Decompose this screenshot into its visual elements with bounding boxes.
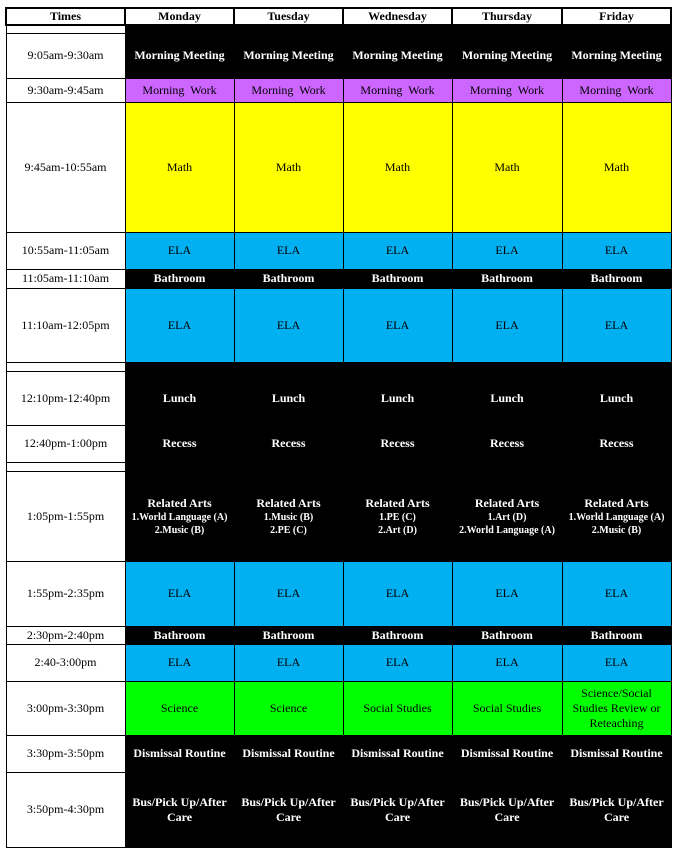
schedule-row [6, 269, 671, 288]
separator-cell [343, 25, 452, 33]
schedule-row [6, 772, 671, 847]
activity-cell-monday: Science [125, 681, 234, 735]
day-header-monday: Monday [125, 8, 234, 25]
activity-cell-monday: Lunch [125, 371, 234, 425]
schedule-row [6, 102, 671, 232]
schedule-row [6, 681, 671, 735]
activity-cell-monday: ELA [125, 232, 234, 269]
activity-cell-friday: ELA [562, 232, 671, 269]
activity-cell-thursday: Bus/Pick Up/After Care [452, 772, 562, 847]
separator-cell [234, 462, 343, 471]
related-arts-title: Related Arts [147, 495, 212, 510]
time-cell: 12:10pm-12:40pm [6, 371, 125, 425]
separator-row [6, 462, 671, 471]
schedule-row [6, 232, 671, 269]
activity-cell-monday: Morning Work [125, 78, 234, 102]
activity-cell-friday: ELA [562, 644, 671, 681]
activity-cell-thursday: Bathroom [452, 626, 562, 644]
activity-cell-friday: ELA [562, 561, 671, 626]
separator-cell [234, 362, 343, 371]
related-arts-rotation: 1.Music (B) [263, 511, 314, 523]
activity-cell-monday: Bus/Pick Up/After Care [125, 772, 234, 847]
activity-cell-friday: ELA [562, 288, 671, 362]
schedule-row [6, 371, 671, 425]
separator-cell [562, 362, 671, 371]
schedule-row [6, 471, 671, 561]
schedule-row [6, 561, 671, 626]
day-header-friday: Friday [562, 8, 671, 25]
activity-cell-thursday: Social Studies [452, 681, 562, 735]
activity-cell-monday: Bathroom [125, 626, 234, 644]
separator-cell [6, 25, 125, 33]
time-cell: 1:05pm-1:55pm [6, 471, 125, 561]
schedule-row [6, 33, 671, 78]
activity-cell-wednesday: Lunch [343, 371, 452, 425]
activity-cell-wednesday: Social Studies [343, 681, 452, 735]
activity-cell-monday: Recess [125, 425, 234, 462]
activity-cell-monday: ELA [125, 644, 234, 681]
activity-cell-friday: Morning Meeting [562, 33, 671, 78]
separator-cell [452, 25, 562, 33]
activity-cell-friday: Science/Social Studies Review or Reteaching [562, 681, 671, 735]
activity-cell-monday: Math [125, 102, 234, 232]
activity-cell-tuesday: ELA [234, 561, 343, 626]
activity-cell-thursday: Recess [452, 425, 562, 462]
activity-cell-friday: Bathroom [562, 269, 671, 288]
separator-cell [452, 462, 562, 471]
separator-cell [343, 362, 452, 371]
time-cell: 3:30pm-3:50pm [6, 735, 125, 772]
activity-cell-monday: ELA [125, 288, 234, 362]
activity-cell-wednesday: ELA [343, 288, 452, 362]
activity-cell-wednesday [343, 471, 452, 561]
activity-cell-wednesday: Math [343, 102, 452, 232]
activity-cell-tuesday: ELA [234, 232, 343, 269]
related-arts-rotation: 2.PE (C) [270, 524, 307, 536]
activity-cell-tuesday [234, 471, 343, 561]
activity-cell-tuesday: ELA [234, 288, 343, 362]
time-cell: 2:30pm-2:40pm [6, 626, 125, 644]
separator-cell [343, 462, 452, 471]
separator-cell [6, 362, 125, 371]
activity-cell-monday: Dismissal Routine [125, 735, 234, 772]
activity-cell-thursday: Math [452, 102, 562, 232]
related-arts-rotation: 2.World Language (A) [459, 524, 555, 536]
activity-cell-friday: Lunch [562, 371, 671, 425]
related-arts-rotation: 1.World Language (A) [131, 511, 228, 523]
activity-cell-thursday: Morning Work [452, 78, 562, 102]
separator-cell [125, 25, 234, 33]
schedule-row [6, 644, 671, 681]
day-header-thursday: Thursday [452, 8, 562, 25]
weekly-schedule-table [5, 7, 672, 848]
activity-cell-wednesday: Recess [343, 425, 452, 462]
separator-cell [125, 362, 234, 371]
separator-row [6, 25, 671, 33]
header-row [6, 8, 671, 25]
activity-cell-thursday: Bathroom [452, 269, 562, 288]
time-cell: 9:30am-9:45am [6, 78, 125, 102]
schedule-row [6, 288, 671, 362]
activity-cell-thursday: Dismissal Routine [452, 735, 562, 772]
day-header-tuesday: Tuesday [234, 8, 343, 25]
activity-cell-wednesday: Morning Work [343, 78, 452, 102]
related-arts-rotation: 1.Art (D) [487, 511, 527, 523]
activity-cell-tuesday: Bus/Pick Up/After Care [234, 772, 343, 847]
time-cell: 3:00pm-3:30pm [6, 681, 125, 735]
activity-cell-wednesday: Dismissal Routine [343, 735, 452, 772]
time-cell: 2:40-3:00pm [6, 644, 125, 681]
schedule-row [6, 78, 671, 102]
activity-cell-thursday: ELA [452, 644, 562, 681]
activity-cell-friday: Recess [562, 425, 671, 462]
related-arts-rotation: 2.Music (B) [591, 524, 642, 536]
activity-cell-monday [125, 471, 234, 561]
activity-cell-friday: Math [562, 102, 671, 232]
related-arts-rotation: 1.PE (C) [379, 511, 416, 523]
schedule-row [6, 735, 671, 772]
activity-cell-monday: Morning Meeting [125, 33, 234, 78]
activity-cell-friday: Bathroom [562, 626, 671, 644]
activity-cell-thursday: ELA [452, 561, 562, 626]
activity-cell-wednesday: ELA [343, 644, 452, 681]
time-cell: 11:05am-11:10am [6, 269, 125, 288]
time-cell: 9:45am-10:55am [6, 102, 125, 232]
schedule-row [6, 626, 671, 644]
activity-cell-tuesday: Morning Meeting [234, 33, 343, 78]
activity-cell-monday: ELA [125, 561, 234, 626]
related-arts-title: Related Arts [474, 495, 540, 510]
time-cell: 10:55am-11:05am [6, 232, 125, 269]
activity-cell-tuesday: Science [234, 681, 343, 735]
activity-cell-wednesday: ELA [343, 561, 452, 626]
time-cell: 12:40pm-1:00pm [6, 425, 125, 462]
times-header: Times [6, 8, 125, 25]
time-cell: 3:50pm-4:30pm [6, 772, 125, 847]
time-cell: 1:55pm-2:35pm [6, 561, 125, 626]
activity-cell-thursday [452, 471, 562, 561]
activity-cell-tuesday: Morning Work [234, 78, 343, 102]
activity-cell-thursday: ELA [452, 288, 562, 362]
separator-cell [562, 25, 671, 33]
activity-cell-thursday: Lunch [452, 371, 562, 425]
activity-cell-friday: Morning Work [562, 78, 671, 102]
related-arts-title: Related Arts [256, 495, 321, 510]
time-cell: 11:10am-12:05pm [6, 288, 125, 362]
time-cell: 9:05am-9:30am [6, 33, 125, 78]
activity-cell-wednesday: Morning Meeting [343, 33, 452, 78]
activity-cell-tuesday: Math [234, 102, 343, 232]
activity-cell-thursday: ELA [452, 232, 562, 269]
activity-cell-wednesday: Bus/Pick Up/After Care [343, 772, 452, 847]
activity-cell-tuesday: Lunch [234, 371, 343, 425]
separator-cell [6, 462, 125, 471]
activity-cell-thursday: Morning Meeting [452, 33, 562, 78]
activity-cell-friday [562, 471, 671, 561]
activity-cell-wednesday: Bathroom [343, 269, 452, 288]
separator-cell [562, 462, 671, 471]
related-arts-title: Related Arts [365, 495, 430, 510]
activity-cell-tuesday: Recess [234, 425, 343, 462]
separator-row [6, 362, 671, 371]
related-arts-rotation: 2.Art (D) [378, 524, 417, 536]
separator-cell [125, 462, 234, 471]
activity-cell-wednesday: Bathroom [343, 626, 452, 644]
activity-cell-tuesday: Bathroom [234, 626, 343, 644]
activity-cell-friday: Dismissal Routine [562, 735, 671, 772]
day-header-wednesday: Wednesday [343, 8, 452, 25]
activity-cell-monday: Bathroom [125, 269, 234, 288]
activity-cell-friday: Bus/Pick Up/After Care [562, 772, 671, 847]
related-arts-rotation: 1.World Language (A) [568, 511, 665, 523]
activity-cell-wednesday: ELA [343, 232, 452, 269]
schedule-row [6, 425, 671, 462]
activity-cell-tuesday: Dismissal Routine [234, 735, 343, 772]
separator-cell [452, 362, 562, 371]
activity-cell-tuesday: Bathroom [234, 269, 343, 288]
activity-cell-tuesday: ELA [234, 644, 343, 681]
related-arts-rotation: 2.Music (B) [154, 524, 205, 536]
separator-cell [234, 25, 343, 33]
related-arts-title: Related Arts [584, 495, 649, 510]
